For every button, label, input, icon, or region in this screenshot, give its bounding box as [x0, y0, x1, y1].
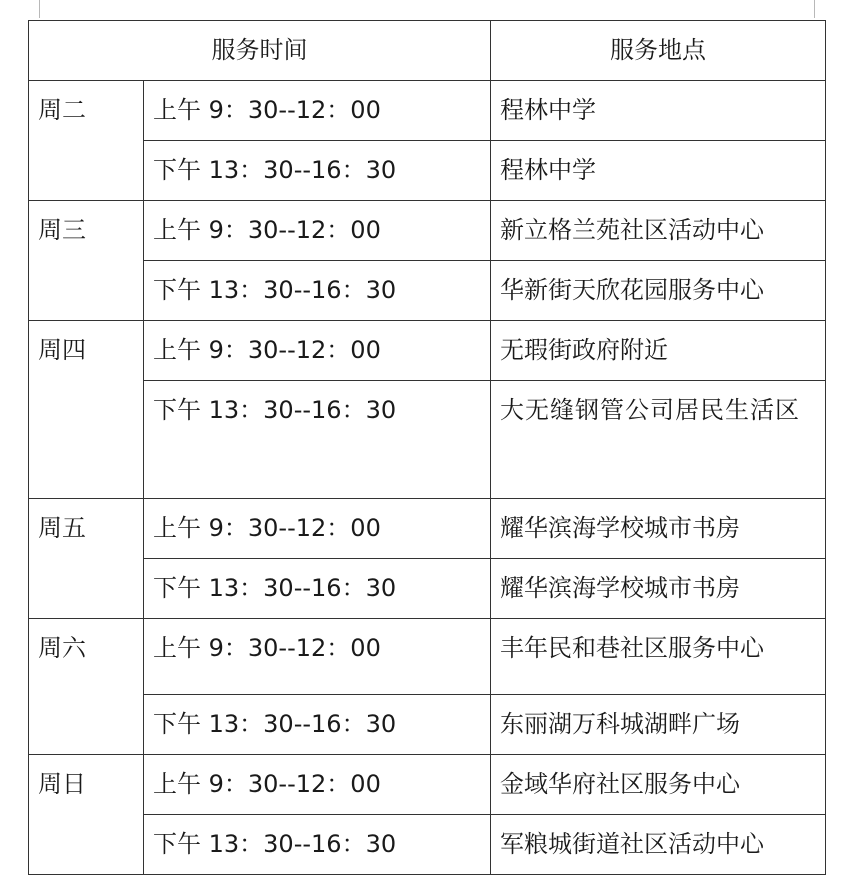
location-cell: 程林中学	[491, 141, 826, 201]
table-row	[29, 201, 826, 261]
day-cell: 周六	[29, 619, 144, 755]
location-cell: 新立格兰苑社区活动中心	[491, 201, 826, 261]
location-cell: 耀华滨海学校城市书房	[491, 559, 826, 619]
table-row	[29, 559, 826, 619]
location-cell: 大无缝钢管公司居民生活区	[491, 381, 826, 499]
time-cell: 下午 13：30--16：30	[144, 141, 491, 201]
table-row	[29, 141, 826, 201]
time-cell: 上午 9：30--12：00	[144, 755, 491, 815]
table-row	[29, 81, 826, 141]
service-schedule-table	[28, 20, 826, 875]
time-cell: 下午 13：30--16：30	[144, 261, 491, 321]
location-cell: 无瑕街政府附近	[491, 321, 826, 381]
location-cell: 华新街天欣花园服务中心	[491, 261, 826, 321]
header-service-location: 服务地点	[491, 21, 826, 81]
table-row	[29, 755, 826, 815]
header-service-time: 服务时间	[29, 21, 491, 81]
time-cell: 下午 13：30--16：30	[144, 815, 491, 875]
time-cell: 下午 13：30--16：30	[144, 695, 491, 755]
day-cell: 周日	[29, 755, 144, 875]
day-cell: 周二	[29, 81, 144, 201]
table-row	[29, 619, 826, 695]
location-cell: 军粮城街道社区活动中心	[491, 815, 826, 875]
time-cell: 上午 9：30--12：00	[144, 499, 491, 559]
location-cell: 耀华滨海学校城市书房	[491, 499, 826, 559]
day-cell: 周五	[29, 499, 144, 619]
table-row	[29, 815, 826, 875]
time-cell: 上午 9：30--12：00	[144, 321, 491, 381]
table-row	[29, 695, 826, 755]
page-margin-left	[39, 0, 40, 18]
header-row	[29, 21, 826, 81]
day-cell: 周三	[29, 201, 144, 321]
page-margin-right	[814, 0, 815, 18]
time-cell: 下午 13：30--16：30	[144, 381, 491, 499]
day-cell: 周四	[29, 321, 144, 499]
location-cell: 金域华府社区服务中心	[491, 755, 826, 815]
location-cell: 程林中学	[491, 81, 826, 141]
time-cell: 上午 9：30--12：00	[144, 201, 491, 261]
location-cell: 东丽湖万科城湖畔广场	[491, 695, 826, 755]
table-row	[29, 499, 826, 559]
time-cell: 下午 13：30--16：30	[144, 559, 491, 619]
table-row	[29, 321, 826, 381]
time-cell: 上午 9：30--12：00	[144, 81, 491, 141]
location-cell: 丰年民和巷社区服务中心	[491, 619, 826, 695]
time-cell: 上午 9：30--12：00	[144, 619, 491, 695]
table-row	[29, 261, 826, 321]
table-row	[29, 381, 826, 499]
